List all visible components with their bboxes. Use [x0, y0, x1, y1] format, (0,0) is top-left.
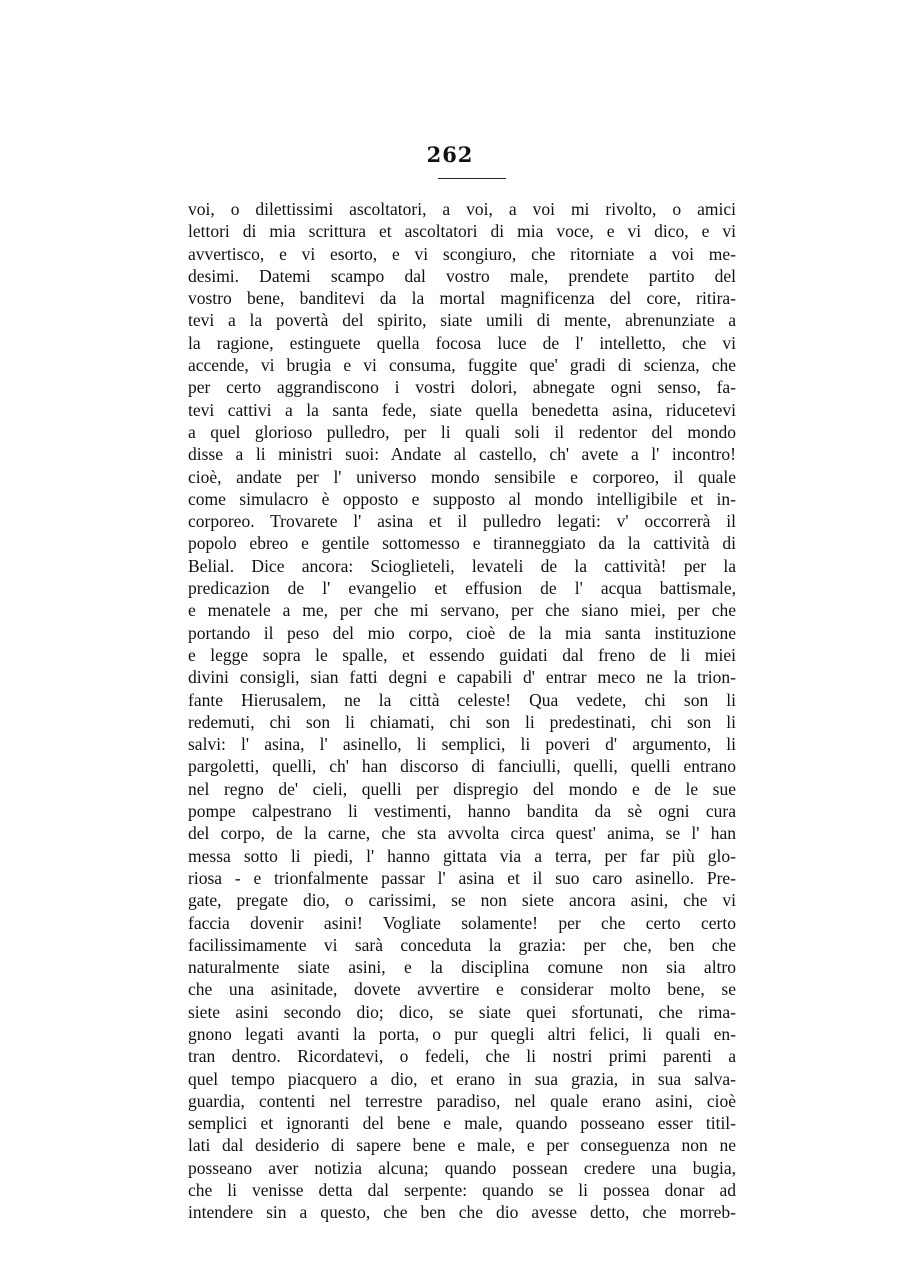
text-line: la ragione, estinguete quella focosa luce de l' intelletto, che vi	[188, 332, 736, 353]
text-line: Belial. Dice ancora: Scioglieteli, levateli de la cattività! per la	[188, 555, 736, 576]
text-line: corporeo. Trovarete l' asina et il pulledro legati: v' occorrerà il	[188, 511, 736, 532]
text-line: e menatele a me, per che mi servano, per che siano miei, per che	[188, 600, 736, 621]
text-line: naturalmente siate asini, e la disciplina comune non sia altro	[188, 957, 736, 978]
text-line: cioè, andate per l' universo mondo sensibile e corporeo, il quale	[188, 466, 736, 487]
body-text	[188, 198, 736, 1224]
text-line: redemuti, chi son li chiamati, chi son li predestinati, chi son li	[188, 711, 736, 732]
text-line: voi, o dilettissimi ascoltatori, a voi, a voi mi rivolto, o amici	[188, 199, 736, 219]
text-line: vostro bene, banditevi da la mortal magnificenza del core, ritira-	[188, 288, 736, 309]
text-line: nel regno de' cieli, quelli per dispregio del mondo e de le sue	[188, 778, 736, 799]
text-line: messa sotto li piedi, l' hanno gittata via a terra, per far più glo-	[188, 845, 736, 866]
text-line: semplici et ignoranti del bene e male, quando posseano esser titil-	[188, 1113, 736, 1134]
text-line: riosa - e trionfalmente passar l' asina et il suo caro asinello. Pre-	[188, 867, 736, 888]
text-line: desimi. Datemi scampo dal vostro male, prendete partito del	[188, 265, 736, 286]
text-line: pargoletti, quelli, ch' han discorso di fanciulli, quelli, quelli entrano	[188, 756, 736, 777]
text-line: faccia dovenir asini! Vogliate solamente! per che certo certo	[188, 912, 736, 933]
text-line: che una asinitade, dovete avvertire e considerar molto bene, se	[188, 979, 736, 1000]
text-line: fante Hierusalem, ne la città celeste! Qua vedete, chi son li	[188, 689, 736, 710]
text-line: salvi: l' asina, l' asinello, li semplici, li poveri d' argumento, li	[188, 734, 736, 755]
text-line: guardia, contenti nel terrestre paradiso, nel quale erano asini, cioè	[188, 1090, 736, 1111]
text-line: facilissimamente vi sarà conceduta la grazia: per che, ben che	[188, 934, 736, 955]
text-line: e legge sopra le spalle, et essendo guidati dal freno de li miei	[188, 644, 736, 665]
text-line: del corpo, de la carne, che sta avvolta circa quest' anima, se l' han	[188, 823, 736, 844]
text-line: disse a li ministri suoi: Andate al castello, ch' avete a l' incontro!	[188, 444, 736, 465]
text-line: avvertisco, e vi esorto, e vi scongiuro, che ritorniate a voi me-	[188, 243, 736, 264]
text-line: gate, pregate dio, o carissimi, se non siete ancora asini, che vi	[188, 890, 736, 911]
text-line: pompe calpestrano li vestimenti, hanno bandita da sè ogni cura	[188, 801, 736, 822]
text-line: quel tempo piacquero a dio, et erano in sua grazia, in sua salva-	[188, 1068, 736, 1089]
text-line: lati dal desiderio di sapere bene e male, e per conseguenza non ne	[188, 1135, 736, 1156]
text-line: tevi cattivi a la santa fede, siate quella benedetta asina, riducetevi	[188, 399, 736, 420]
text-line: accende, vi brugia e vi consuma, fuggite que' gradi di scienza, che	[188, 355, 736, 376]
text-line: predicazion de l' evangelio et effusion de l' acqua battismale,	[188, 578, 736, 599]
text-line: posseano aver notizia alcuna; quando possean credere una bugia,	[188, 1157, 736, 1178]
text-line: popolo ebreo e gentile sottomesso e tiranneggiato da la cattività di	[188, 533, 736, 554]
text-line: come simulacro è opposto e supposto al mondo intelligibile et in-	[188, 488, 736, 509]
text-line: siete asini secondo dio; dico, se siate quei sfortunati, che rima-	[188, 1001, 736, 1022]
page-number: 262	[426, 142, 474, 167]
text-line: tran dentro. Ricordatevi, o fedeli, che li nostri primi parenti a	[188, 1046, 736, 1067]
text-line: intendere sin a questo, che ben che dio avesse detto, che morreb-	[188, 1202, 736, 1223]
text-line: a quel glorioso pulledro, per li quali soli il redentor del mondo	[188, 421, 736, 442]
text-line: gnono legati avanti la porta, o pur quegli altri felici, li quali en-	[188, 1023, 736, 1044]
text-line: per certo aggrandiscono i vostri dolori, abnegate ogni senso, fa-	[188, 377, 736, 398]
text-line: che li venisse detta dal serpente: quando se li possea donar ad	[188, 1180, 736, 1201]
text-line: portando il peso del mio corpo, cioè de la mia santa instituzione	[188, 622, 736, 643]
header-rule	[438, 178, 506, 179]
text-line: divini consigli, sian fatti degni e capabili d' entrar meco ne la trion-	[188, 667, 736, 688]
text-line: lettori di mia scrittura et ascoltatori di mia voce, e vi dico, e vi	[188, 221, 736, 242]
text-line: tevi a la povertà del spirito, siate umili di mente, abrenunziate a	[188, 310, 736, 331]
